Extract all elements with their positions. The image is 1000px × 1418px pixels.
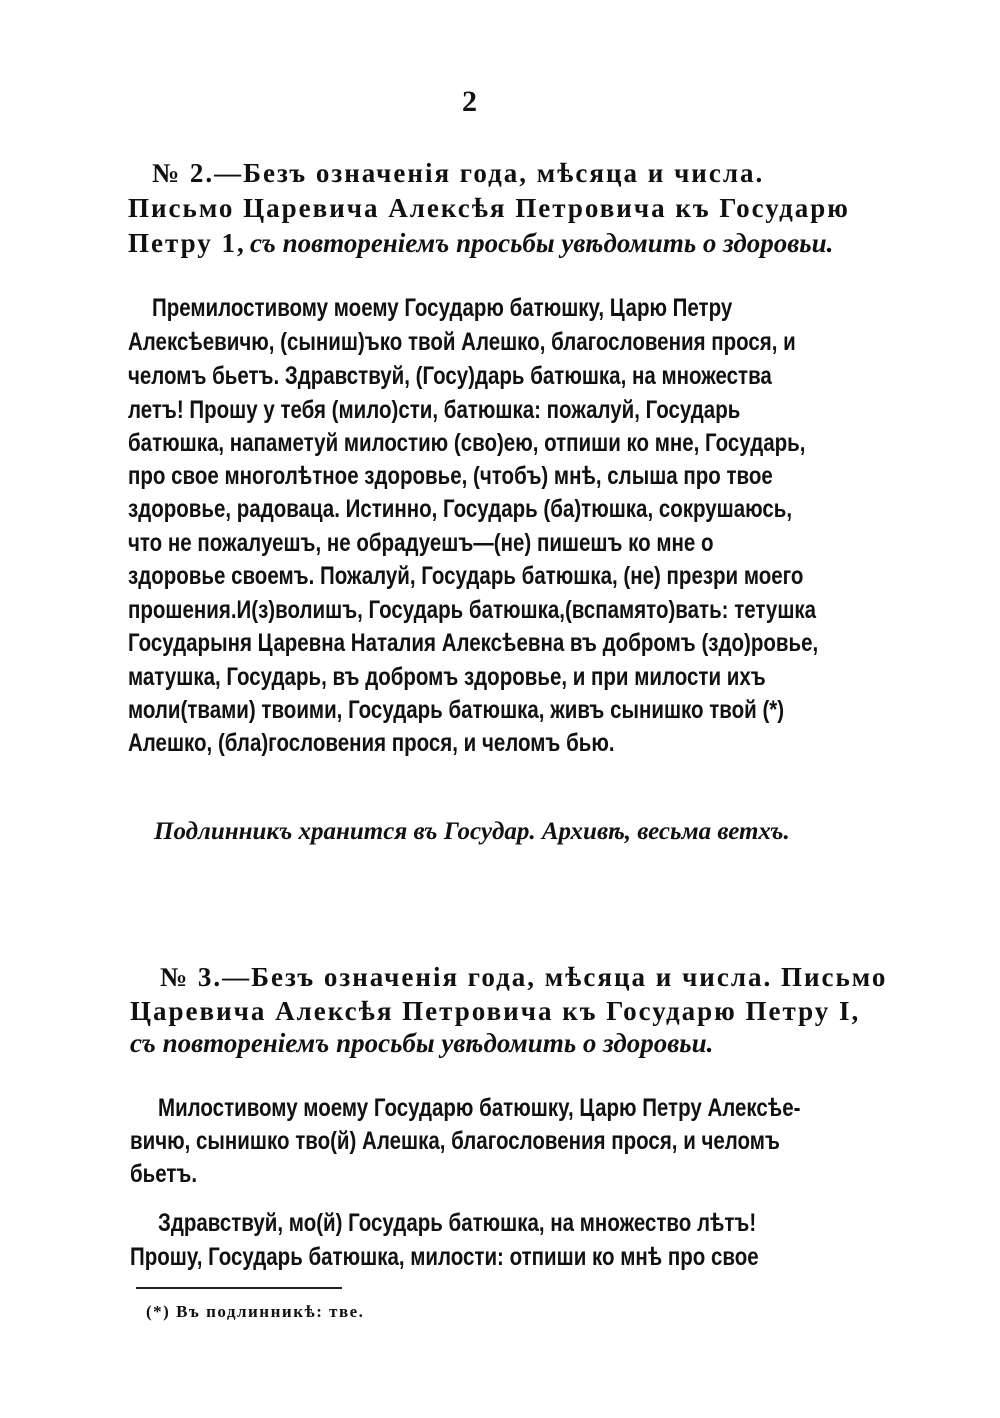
- doc2-body-line-9: здоровье своемъ. Пожалуй, Государь батюшка, (не) презри моего: [128, 562, 804, 590]
- doc3-heading-line-1: № 3.—Безъ означенія года, мѣсяца и числа. Письмо: [160, 962, 888, 992]
- doc2-body-line-4: летъ! Прошу у тебя (мило)сти, батюшка: пожалуй, Государь: [128, 396, 741, 424]
- doc3-body-line-4: Здравствуй, мо(й) Государь батюшка, на множество лѣтъ!: [158, 1209, 757, 1237]
- doc2-heading-line-3: Петру 1,: [128, 228, 246, 258]
- doc3-body-line-1: Милостивому моему Государю батюшку, Царю Петру Алексѣе-: [158, 1094, 801, 1122]
- doc2-archive-note: Подлинникъ хранится въ Государ. Архивѣ, весьма ветхъ.: [154, 818, 790, 845]
- doc3-body-line-5: Прошу, Государь батюшка, милости: отпиши ко мнѣ про свое: [130, 1243, 759, 1271]
- doc2-heading-line-1: № 2.—Безъ означенія года, мѣсяца и числа.: [152, 158, 765, 188]
- doc2-body-line-10: прошения.И(з)волишъ, Государь батюшка,(вспамято)вать: тетушка: [128, 596, 817, 624]
- doc2-heading-line-2: Письмо Царевича Алексѣя Петровича къ Государю: [128, 193, 850, 223]
- doc2-body-line-2: Алексѣевичю, (сыниш)ъко твой Алешко, благословения прося, и: [128, 328, 796, 356]
- doc2-body-line-5: батюшка, напаметуй милостию (сво)ею, отпиши ко мне, Государь,: [128, 429, 806, 457]
- doc2-body-line-1: Премилостивому моему Государю батюшку, Царю Петру: [152, 294, 733, 322]
- doc3-body-line-2: вичю, сынишко тво(й) Алешка, благословения прося, и челомъ: [130, 1127, 780, 1155]
- doc2-body-line-11: Государыня Царевна Наталия Алексѣевна въ добромъ (здо)ровье,: [128, 629, 819, 657]
- doc2-body-line-3: челомъ бьетъ. Здравствуй, (Госу)дарь батюшка, на множества: [128, 362, 772, 390]
- doc3-body-line-3: бьетъ.: [130, 1160, 198, 1188]
- footnote-rule: [136, 1287, 342, 1289]
- doc2-body-line-6: про свое многолѣтное здоровье, (чтобъ) мнѣ, слыша про твое: [128, 462, 773, 490]
- doc2-body-line-12: матушка, Государь, въ добромъ здоровье, и при милости ихъ: [128, 663, 766, 691]
- page-number: 2: [462, 85, 477, 118]
- doc3-heading-italic: съ повтореніемъ просьбы увѣдомить о здоровьи.: [130, 1028, 714, 1058]
- doc2-body-line-13: моли(твами) твоими, Государь батюшка, живъ сынишко твой (*): [128, 696, 785, 724]
- doc3-heading-line-2: Царевича Алексѣя Петровича къ Государю Петру I,: [130, 996, 861, 1026]
- doc2-body-line-14: Алешко, (бла)гословения прося, и челомъ бью.: [128, 729, 615, 757]
- doc2-heading-italic: съ повтореніемъ просьбы увѣдомить о здоровьи.: [250, 228, 834, 258]
- doc2-body-line-7: здоровье, радоваца. Истинно, Государь (ба)тюшка, сокрушаюсь,: [128, 495, 793, 523]
- footnote: (*) Въ подлинникѣ: твe.: [146, 1302, 365, 1321]
- doc2-body-line-8: что не пожалуешъ, не обрадуешъ—(не) пишешъ ко мне о: [128, 529, 714, 557]
